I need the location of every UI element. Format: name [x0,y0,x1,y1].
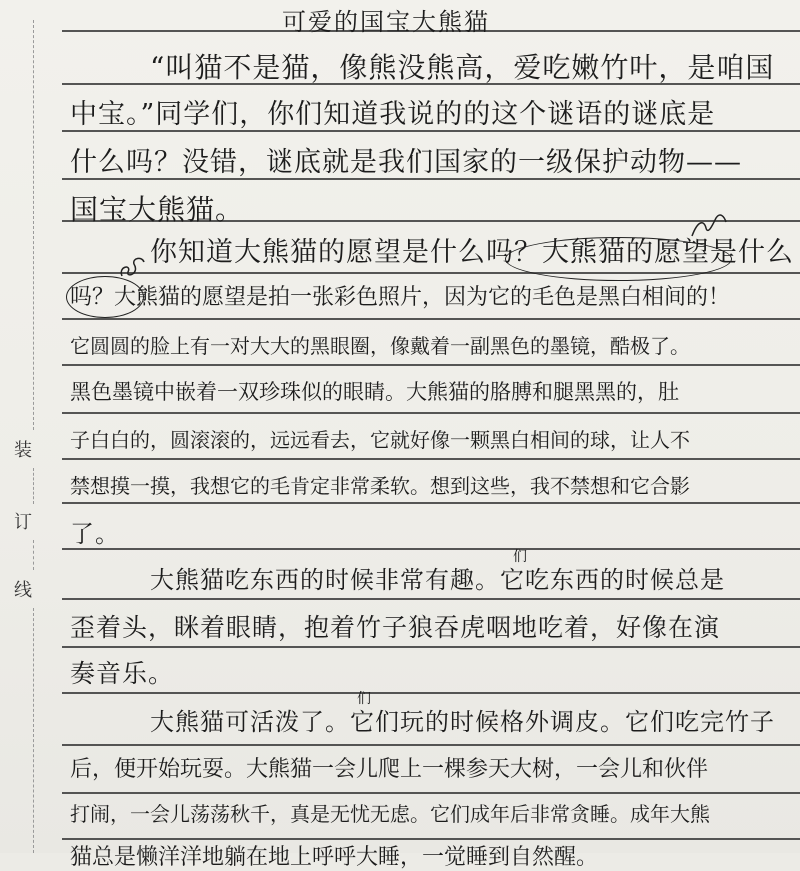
text-line-5: 你知道大熊猫的愿望是什么吗？大熊猫的愿望是什么 [150,237,794,268]
circled-phrase-mark [505,237,732,281]
squiggle-mark-icon [118,252,148,282]
text-line-18: 猫总是懒洋洋地躺在地上呼呼大睡，一觉睡到自然醒。 [70,845,599,870]
text-line-13: 歪着头，眯着眼睛，抱着竹子狼吞虎咽地吃着，好像在演 [70,613,721,642]
ruled-line [62,646,800,648]
binding-dashed-line [33,608,35,853]
text-line-6: 吗？大熊猫的愿望是拍一张彩色照片，因为它的毛色是黑白相间的！ [70,285,731,310]
binding-char-xian: 线 [14,580,32,601]
ruled-line [62,458,800,460]
text-line-1: “叫猫不是猫，像熊没熊高，爱吃嫩竹叶，是咱国 [150,51,775,84]
ruled-line [62,744,800,746]
text-line-12: 大熊猫吃东西的时候非常有趣。它吃东西的时候总是 [150,566,725,594]
text-line-14: 奏音乐。 [70,659,175,688]
text-line-9: 子白白的，圆滚滚的，远远看去，它就好像一颗黑白相间的球，让人不 [70,428,690,452]
ruled-line [62,364,800,366]
ruled-line [62,548,800,550]
circled-phrase-mark [66,276,144,318]
ruled-line [62,318,800,320]
text-line-7: 它圆圆的脸上有一对大大的黑眼圈，像戴着一副黑色的墨镜，酷极了。 [70,334,690,358]
binding-dashed-line [33,540,35,570]
essay-title: 可爱的国宝大熊猫 [282,8,490,36]
squiggle-mark-icon [690,210,730,240]
ruled-line [62,692,800,694]
binding-dashed-line [33,20,35,430]
text-line-16: 后，便开始玩耍。大熊猫一会儿爬上一棵参天大树，一会儿和伙伴 [70,757,709,782]
text-line-17: 打闹，一会儿荡荡秋千，真是无忧无虑。它们成年后非常贪睡。成年大熊 [70,802,710,826]
ruled-line [62,598,800,600]
text-line-15: 大熊猫可活泼了。它们玩的时候格外调皮。它们吃完竹子 [150,708,775,736]
binding-char-ding: 订 [14,512,32,533]
text-line-4: 国宝大熊猫。 [70,193,245,226]
ruled-line [62,502,800,504]
binding-char-zhuang: 装 [14,440,32,461]
text-line-8: 黑色墨镜中嵌着一双珍珠似的眼睛。大熊猫的胳膊和腿黑黑的，肚 [70,380,679,404]
insertion-mark: 们 [513,549,527,565]
ruled-line [62,412,800,414]
ruled-line [62,792,800,794]
text-line-2: 中宝。”同学们，你们知道我说的的这个谜语的谜底是 [70,99,716,130]
text-line-3: 什么吗？没错，谜底就是我们国家的一级保护动物—— [70,147,742,178]
text-line-11: 了。 [70,520,120,548]
insertion-mark: 们 [357,691,371,707]
text-line-10: 禁想摸一摸，我想它的毛肯定非常柔软。想到这些，我不禁想和它合影 [70,474,690,498]
binding-dashed-line [33,468,35,504]
